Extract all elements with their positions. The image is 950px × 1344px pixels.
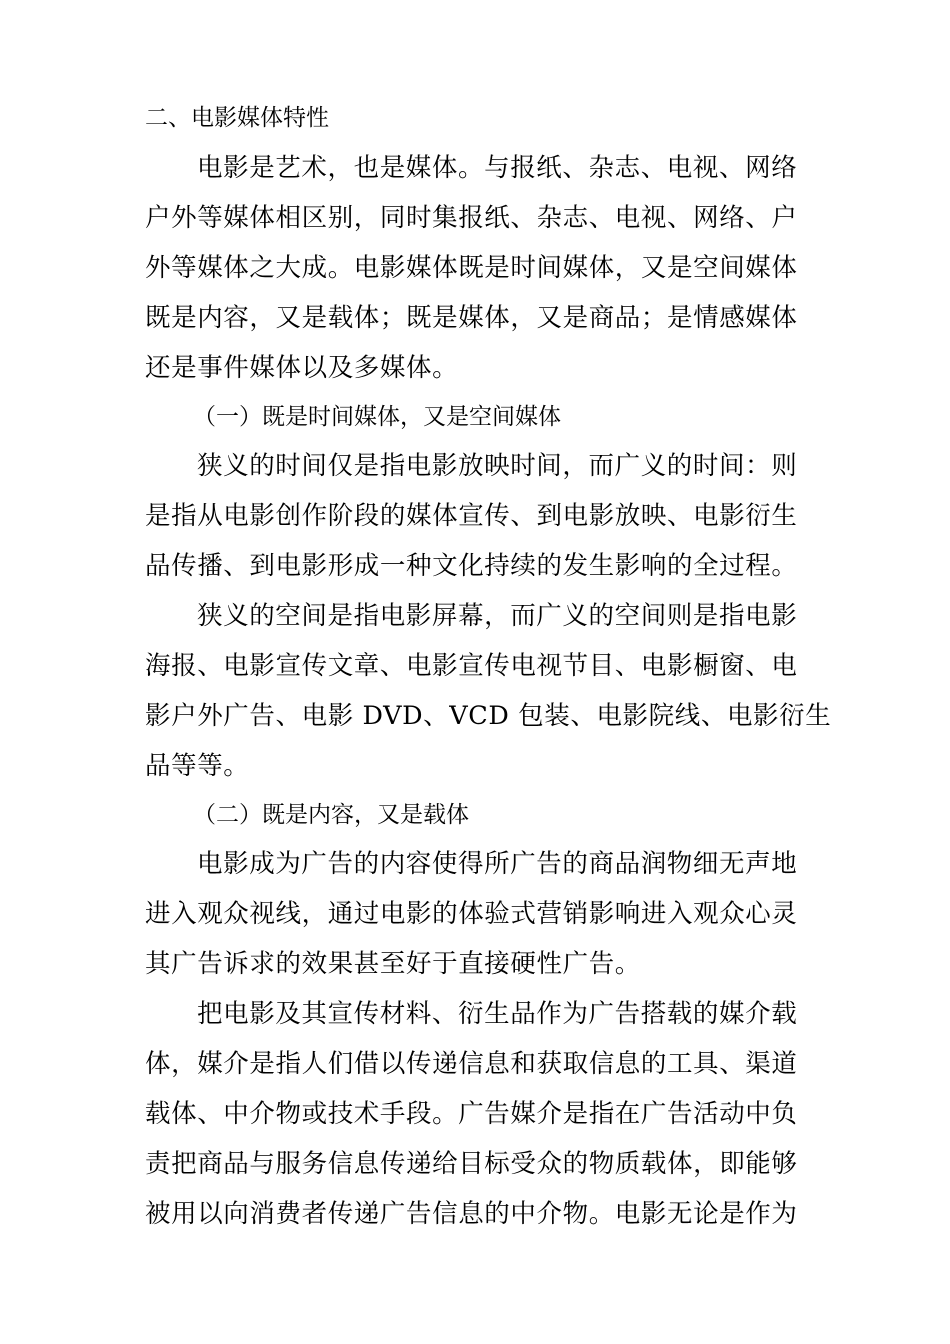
text-line: 既是内容，又是载体；既是媒体，又是商品；是情感媒体 — [145, 303, 798, 333]
subsection-title-2: （二）既是内容，又是载体 — [193, 802, 469, 828]
paragraph-content — [145, 839, 807, 989]
text-line: 海报、电影宣传文章、电影宣传电视节目、电影橱窗、电 — [145, 651, 798, 681]
text-line: 电影成为广告的内容使得所广告的商品润物细无声地 — [197, 849, 798, 879]
text-line: 被用以向消费者传递广告信息的中介物。电影无论是作为 — [145, 1199, 798, 1229]
text-line: 狭义的时间仅是指电影放映时间，而广义的时间：则 — [197, 451, 798, 481]
text-line: 狭义的空间是指电影屏幕，而广义的空间则是指电影 — [197, 601, 798, 631]
section-title: 二、电影媒体特性 — [145, 105, 329, 131]
text-line: 外等媒体之大成。电影媒体既是时间媒体，又是空间媒体 — [145, 253, 798, 283]
text-line: 其广告诉求的效果甚至好于直接硬性广告。 — [145, 949, 641, 979]
subsection-title-1: （一）既是时间媒体，又是空间媒体 — [193, 404, 561, 430]
text-line: 体，媒介是指人们借以传递信息和获取信息的工具、渠道 — [145, 1049, 798, 1079]
paragraph-carrier — [145, 989, 807, 1239]
text-line: 载体、中介物或技术手段。广告媒介是指在广告活动中负 — [145, 1099, 798, 1129]
text-line: 品等等。 — [145, 751, 250, 781]
document-page — [145, 96, 832, 1239]
text-line: 电影是艺术，也是媒体。与报纸、杂志、电视、网络 — [197, 153, 798, 183]
text-line: 还是事件媒体以及多媒体。 — [145, 353, 459, 383]
text-line: 把电影及其宣传材料、衍生品作为广告搭载的媒介载 — [197, 999, 798, 1029]
intro-paragraph — [145, 143, 807, 393]
text-line: 责把商品与服务信息传递给目标受众的物质载体，即能够 — [145, 1149, 798, 1179]
text-line: 进入观众视线，通过电影的体验式营销影响进入观众心灵 — [145, 899, 798, 929]
paragraph-space — [145, 591, 832, 791]
paragraph-time — [145, 441, 807, 591]
text-line: 是指从电影创作阶段的媒体宣传、到电影放映、电影衍生 — [145, 501, 798, 531]
text-line: 影户外广告、电影 DVD、VCD 包装、电影院线、电影衍生 — [145, 701, 832, 731]
text-line: 户外等媒体相区别，同时集报纸、杂志、电视、网络、户 — [145, 203, 798, 233]
text-line: 品传播、到电影形成一种文化持续的发生影响的全过程。 — [145, 551, 798, 581]
